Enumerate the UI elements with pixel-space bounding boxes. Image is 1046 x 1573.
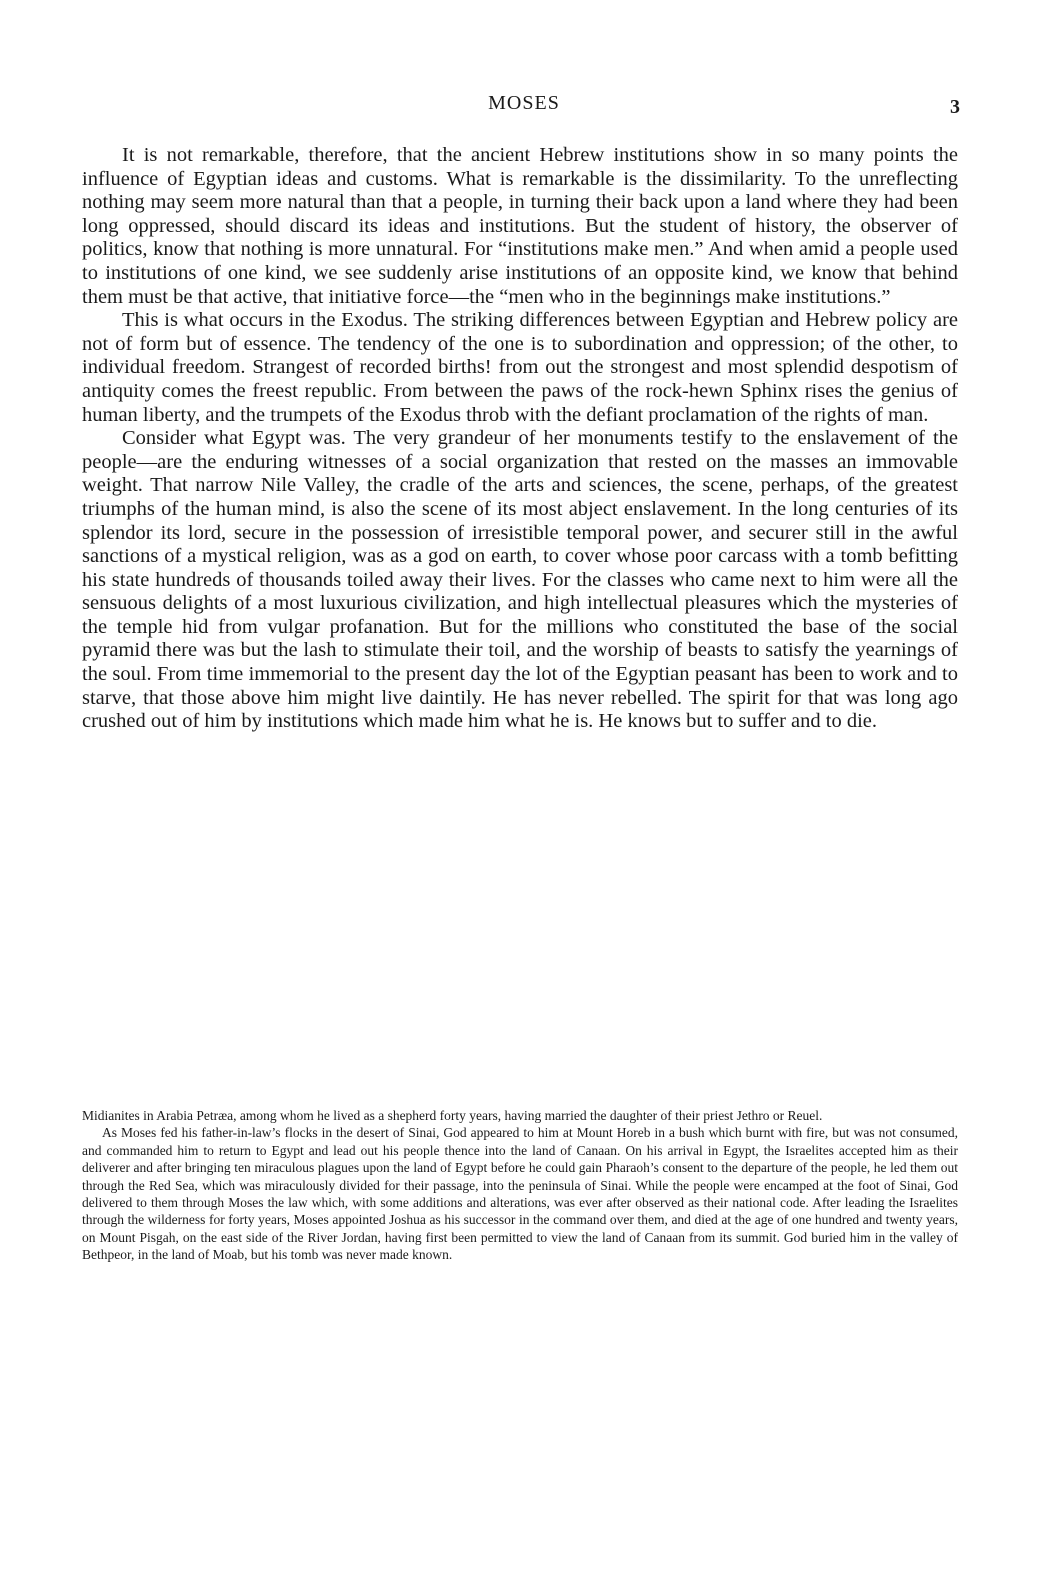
footnote-continuation: Midianites in Arabia Petræa, among whom he lived as a shepherd forty years, having married the daughter of their priest Jethro or Reuel.: [82, 1108, 823, 1123]
body-paragraph: Consider what Egypt was. The very grandeur of her monuments testify to the enslavement of the people—are the enduring witnesses of a social organization that rested on the masses an immovable weight. That narrow Nile Valley, the cradle of the arts and sciences, the scene, perhaps, of the greatest triumphs of the human mind, is also the scene of its most abject enslavement. In the long centuries of its splendor its lord, secure in the possession of irresistible temporal power, and securer still in the awful sanctions of a mystical religion, was as a god on earth, to cover whose poor carcass with a tomb befitting his state hundreds of thousands toiled away their lives. For the classes who came next to him were all the sensuous delights of a most luxurious civilization, and high intellectual pleasures which the mysteries of the temple hid from vulgar profanation. But for the millions who constituted the base of the social pyramid there was but the lash to stimulate their toil, and the worship of beasts to satisfy the yearnings of the soul. From time immemorial to the present day the lot of the Egyptian peasant has been to work and to starve, that those above him might live daintily. He has never rebelled. The spirit for that was long ago crushed out of him by institutions which made him what he is. He knows but to suffer and to die.: [82, 427, 958, 733]
page-number: 3: [950, 96, 960, 118]
body-paragraph: This is what occurs in the Exodus. The striking differences between Egyptian and Hebrew policy are not of form but of essence. The tendency of the one is to subordination and oppression; of the other, to individual freedom. Strangest of recorded births! from out the strongest and most splendid despotism of antiquity comes the freest republic. From between the paws of the rock-hewn Sphinx rises the genius of human liberty, and the trumpets of the Exodus throb with the defiant proclamation of the rights of man.: [82, 309, 958, 426]
running-head: [82, 90, 966, 120]
footnotes: [82, 1107, 958, 1264]
main-text: [82, 144, 958, 734]
body-paragraph: It is not remarkable, therefore, that the ancient Hebrew institutions show in so many points the influence of Egyptian ideas and customs. What is remarkable is the dissimilarity. To the unreflecting nothing may seem more natural than that a people, in turning their back upon a land where they had been long oppressed, should discard its ideas and institutions. But the student of history, the observer of politics, know that nothing is more unnatural. For “institutions make men.” And when amid a people used to institutions of one kind, we see suddenly arise institutions of an opposite kind, we know that behind them must be that active, that initiative force—the “men who in the beginnings make institutions.”: [82, 144, 958, 308]
running-title: MOSES: [488, 92, 560, 114]
footnote-paragraph: As Moses fed his father-in-law’s flocks in the desert of Sinai, God appeared to him at Mount Horeb in a bush which burnt with fire, but was not consumed, and commanded him to return to Egypt and lead out his people thence into the land of Canaan. On his arrival in Egypt, the Israelites accepted him as their deliverer and after bringing ten miraculous plagues upon the land of Egypt before he could gain Pharaoh’s consent to the departure of the people, he led them out through the Red Sea, which was miraculously divided for their passage, into the peninsula of Sinai. While the people were encamped at the foot of Sinai, God delivered to them through Moses the law which, with some additions and alterations, was ever after observed as their national code. After leading the Israelites through the wilderness for forty years, Moses appointed Joshua as his successor in the command over them, and died at the age of one hundred and twenty years, on Mount Pisgah, on the east side of the River Jordan, having first been permitted to view the land of Canaan from its summit. God buried him in the valley of Bethpeor, in the land of Moab, but his tomb was never made known.: [82, 1125, 958, 1263]
